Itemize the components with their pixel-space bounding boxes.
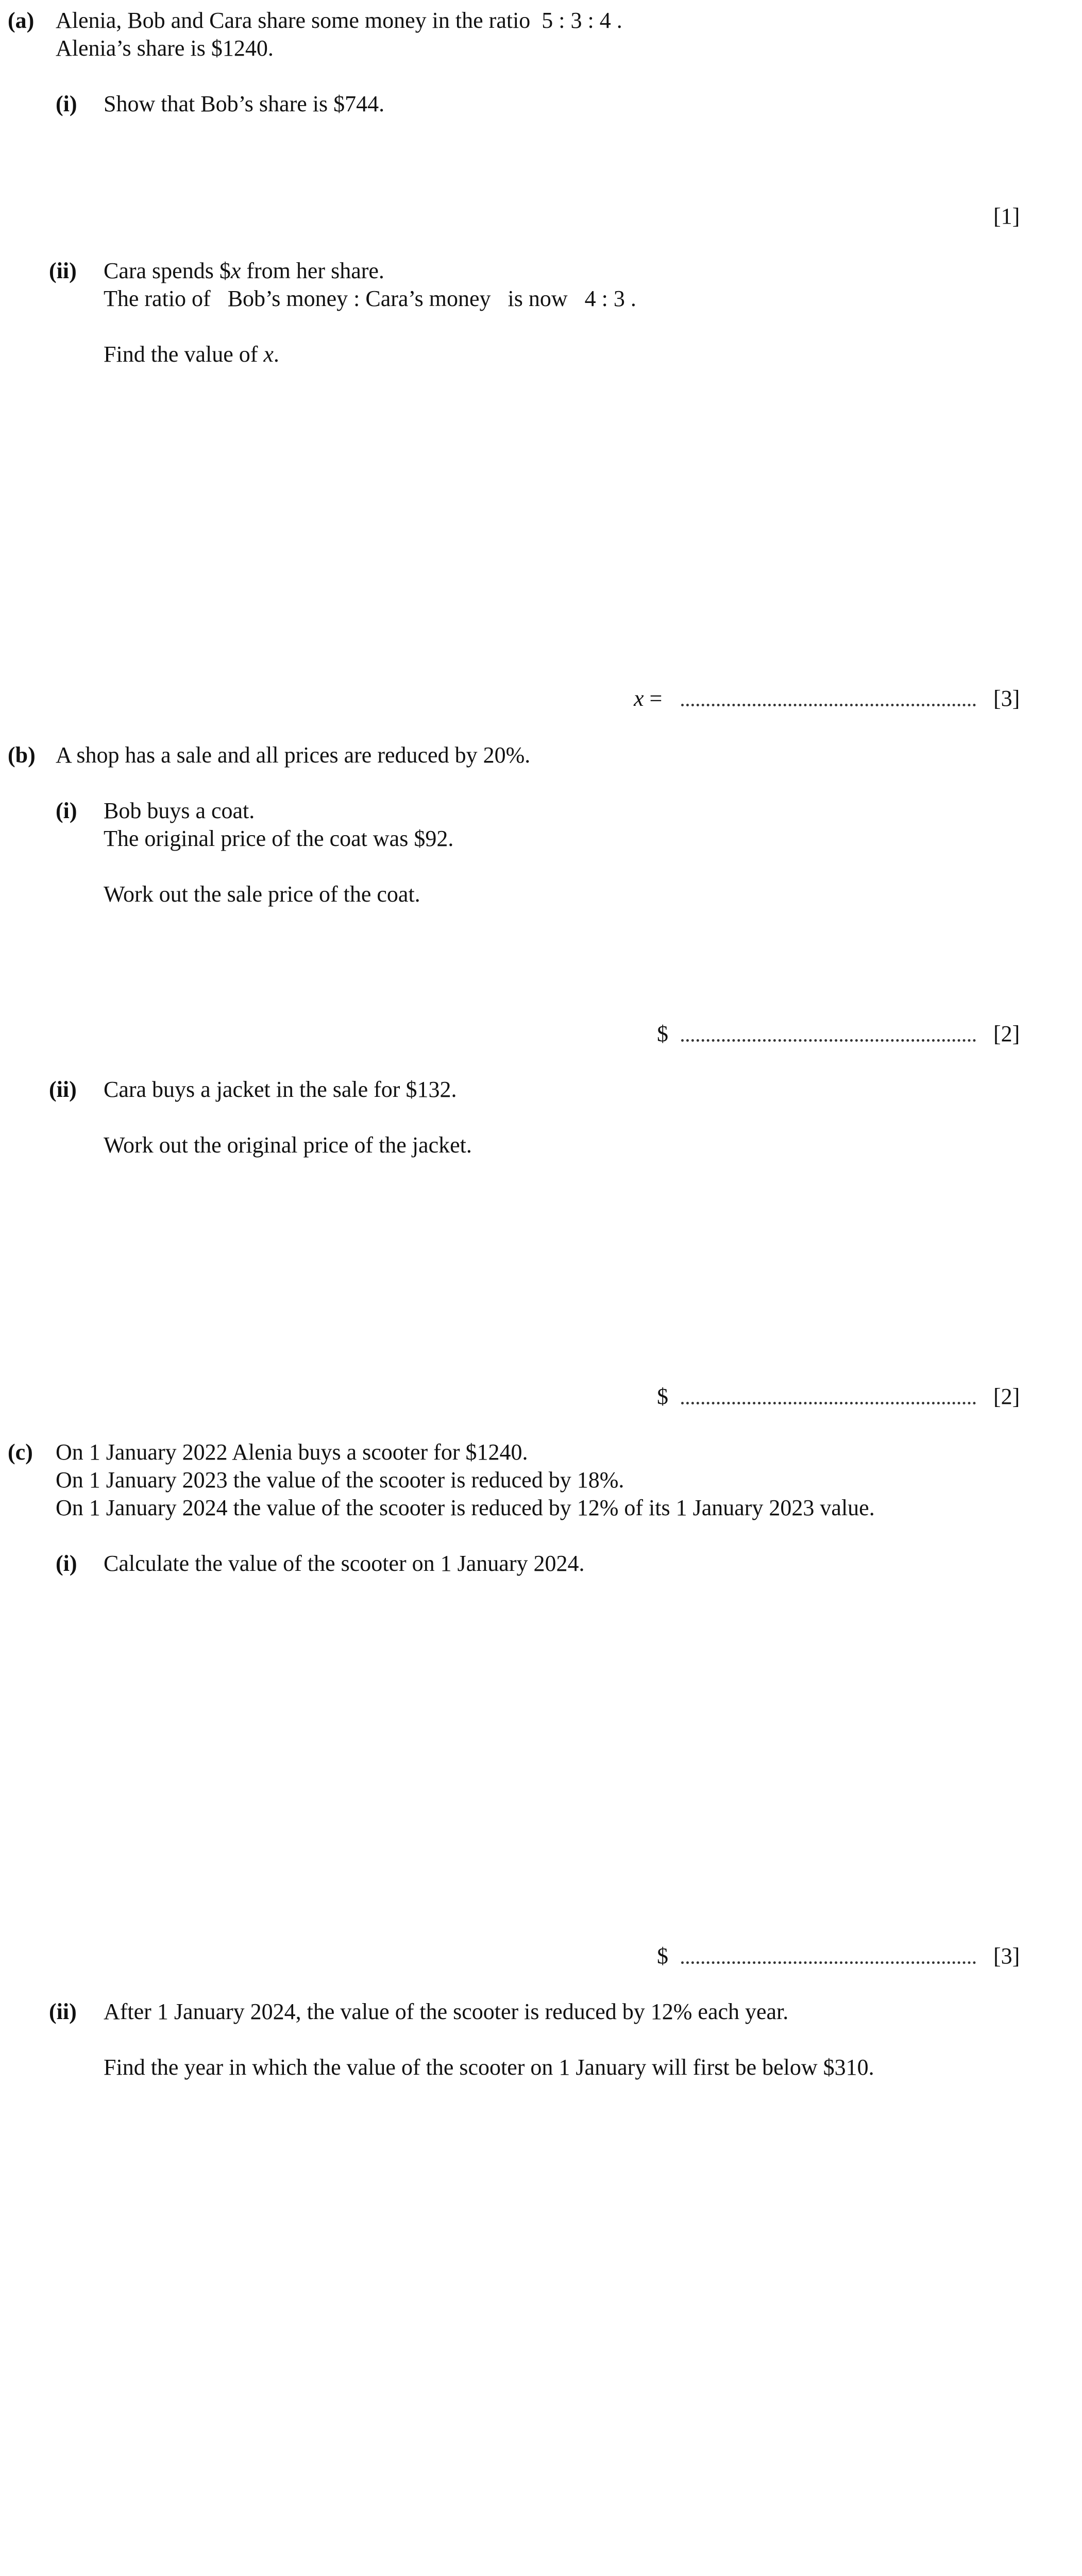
part-b-i-label: (i) <box>56 798 77 823</box>
part-a-ii-line-3-var: x <box>263 342 274 367</box>
part-a-i-marks: [1] <box>993 204 1020 229</box>
part-a-ii-line-1-var: x <box>230 258 241 283</box>
part-b-i-marks: [2] <box>993 1021 1020 1046</box>
part-b-ii-label: (ii) <box>49 1077 77 1102</box>
part-a-i-label: (i) <box>56 91 77 116</box>
part-a-ii-answer-var: x <box>634 686 644 711</box>
part-a-ii-answer-line[interactable] <box>681 704 976 706</box>
part-b-i-answer-line[interactable] <box>681 1039 976 1042</box>
part-c-ii-line-1: After 1 January 2024, the value of the scooter is reduced by 12% each year. <box>104 1999 789 2024</box>
part-b-ii-answer-prefix: $ <box>657 1384 668 1409</box>
part-c-line-3: On 1 January 2024 the value of the scooter is reduced by 12% of its 1 January 2023 value. <box>56 1495 875 1520</box>
part-a-ii-marks: [3] <box>993 686 1020 711</box>
part-c-line-2: On 1 January 2023 the value of the scooter is reduced by 18%. <box>56 1467 624 1493</box>
part-a-ii-label: (ii) <box>49 258 77 283</box>
part-b-ii-answer-line[interactable] <box>681 1402 976 1404</box>
part-a-ii-line-3 <box>104 343 279 366</box>
part-c-label: (c) <box>8 1439 33 1465</box>
part-b-label: (b) <box>8 742 36 768</box>
part-b-i-line-3: Work out the sale price of the coat. <box>104 882 420 907</box>
part-a-ii-line-1-pre: Cara spends $ <box>104 258 231 283</box>
part-c-ii-label: (ii) <box>49 1999 77 2024</box>
part-c-line-1: On 1 January 2022 Alenia buys a scooter for $1240. <box>56 1439 528 1465</box>
part-b-ii-line-1: Cara buys a jacket in the sale for $132. <box>104 1077 457 1102</box>
part-c-ii-line-2: Find the year in which the value of the scooter on 1 January will first be below $310. <box>104 2055 874 2080</box>
part-b-i-line-2: The original price of the coat was $92. <box>104 826 454 851</box>
part-a-line-2: Alenia’s share is $1240. <box>56 36 274 61</box>
part-b-i-line-1: Bob buys a coat. <box>104 798 255 823</box>
part-a-ii-line-3-post: . <box>273 342 279 367</box>
part-a-ii-line-3-pre: Find the value of <box>104 342 264 367</box>
part-c-i-marks: [3] <box>993 1943 1020 1969</box>
part-a-label: (a) <box>8 8 35 33</box>
part-c-i-answer-line[interactable] <box>681 1961 976 1964</box>
part-a-ii-line-1-post: from her share. <box>241 258 384 283</box>
part-c-i-text: Calculate the value of the scooter on 1 January 2024. <box>104 1551 585 1576</box>
part-b-line-1: A shop has a sale and all prices are reduced by 20%. <box>56 742 531 768</box>
part-c-i-answer-prefix: $ <box>657 1943 668 1969</box>
part-a-line-1: Alenia, Bob and Cara share some money in the ratio 5 : 3 : 4 . <box>56 8 622 33</box>
part-a-ii-answer-eq: = <box>644 686 663 711</box>
part-b-i-answer-prefix: $ <box>657 1021 668 1046</box>
part-a-ii-line-2: The ratio of Bob’s money : Cara’s money is now 4 : 3 . <box>104 286 636 311</box>
part-a-i-text: Show that Bob’s share is $744. <box>104 91 385 116</box>
part-c-i-label: (i) <box>56 1551 77 1576</box>
part-a-ii-line-1 <box>104 260 384 282</box>
part-b-ii-line-2: Work out the original price of the jacket. <box>104 1132 472 1158</box>
part-a-ii-answer-label <box>634 687 662 710</box>
part-b-ii-marks: [2] <box>993 1384 1020 1409</box>
